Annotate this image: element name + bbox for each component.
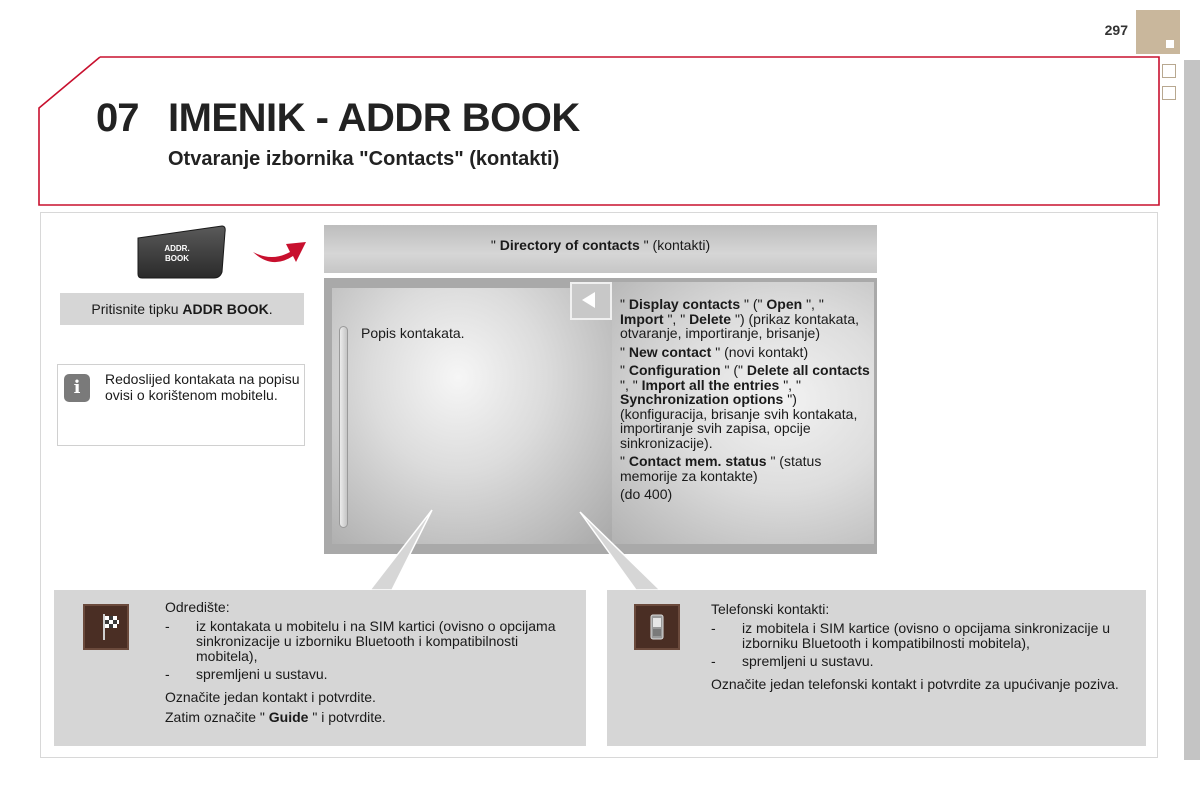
menu-item-new-contact[interactable]: " New contact " (novi kontakt) bbox=[620, 343, 809, 360]
press-button-instruction: Pritisnite tipku ADDR BOOK. bbox=[60, 293, 304, 325]
checkered-flag-icon bbox=[83, 604, 129, 650]
contacts-menu-options bbox=[620, 297, 870, 506]
menu-item-contact-mem-status[interactable]: " Contact mem. status " (status memorije za kontakte) bbox=[620, 453, 822, 484]
page-number: 297 bbox=[1104, 22, 1128, 38]
phone-contacts-text bbox=[711, 602, 1131, 697]
list-item: - spremljeni u sustavu. bbox=[711, 654, 1131, 669]
mobile-phone-icon bbox=[634, 604, 680, 650]
destination-para-guide: Zatim označite " Guide " i potvrdite. bbox=[165, 709, 386, 725]
list-item: - iz mobitela i SIM kartice (ovisno o opcijama sinkronizacije u izborniku Bluetooth i kompatibilnosti mobitela), bbox=[711, 621, 1131, 651]
contacts-scrollbar[interactable] bbox=[339, 326, 348, 528]
menu-item-configuration[interactable]: " Configuration " (" Delete all contacts ", " Import all the entries ", " Synchronization options ") (konfiguracija, brisanje svih kontakata, importiranje svih zapisa, opcije sinkronizacije). bbox=[620, 362, 870, 451]
destination-title: Odredište: bbox=[165, 599, 230, 615]
info-note-text: Redoslijed kontakata na popisu ovisi o korištenom mobitelu. bbox=[105, 371, 300, 403]
side-strip bbox=[1184, 60, 1200, 760]
destination-para-select: Označite jedan kontakt i potvrdite. bbox=[165, 689, 376, 705]
phone-contacts-para: Označite jedan telefonski kontakt i potvrdite za upućivanje poziva. bbox=[711, 676, 1119, 692]
chapter-number: 07 bbox=[96, 96, 139, 140]
back-arrow-icon bbox=[582, 292, 595, 308]
chapter-title: IMENIK - ADDR BOOK bbox=[168, 96, 580, 140]
info-icon: i bbox=[64, 374, 90, 402]
addr-book-button-label: ADDR. BOOK bbox=[164, 244, 190, 263]
list-item: - iz kontakata u mobitelu i na SIM kartici (ovisno o opcijama sinkronizacije u izborniku Bluetooth i kompatibilnosti mobitela), bbox=[165, 619, 570, 664]
phone-contacts-title: Telefonski kontakti: bbox=[711, 601, 830, 617]
side-marker-square bbox=[1162, 86, 1176, 100]
menu-item-display-contacts[interactable]: " Display contacts " (" Open ", " Import ", " Delete ") (prikaz kontakata, otvaranje, importiranje, brisanje) bbox=[620, 296, 860, 341]
screen-header-title: " Directory of contacts " (kontakti) bbox=[490, 237, 711, 253]
memory-capacity-note: (do 400) bbox=[620, 486, 673, 502]
chapter-subtitle: Otvaranje izbornika "Contacts" (kontakti) bbox=[168, 148, 560, 170]
chapter-corner-tab bbox=[1136, 10, 1180, 54]
list-item: - spremljeni u sustavu. bbox=[165, 667, 570, 682]
contacts-list-label: Popis kontakata. bbox=[361, 325, 465, 341]
destination-text bbox=[165, 600, 570, 730]
red-arrow-icon bbox=[250, 232, 310, 272]
side-marker-square bbox=[1162, 64, 1176, 78]
